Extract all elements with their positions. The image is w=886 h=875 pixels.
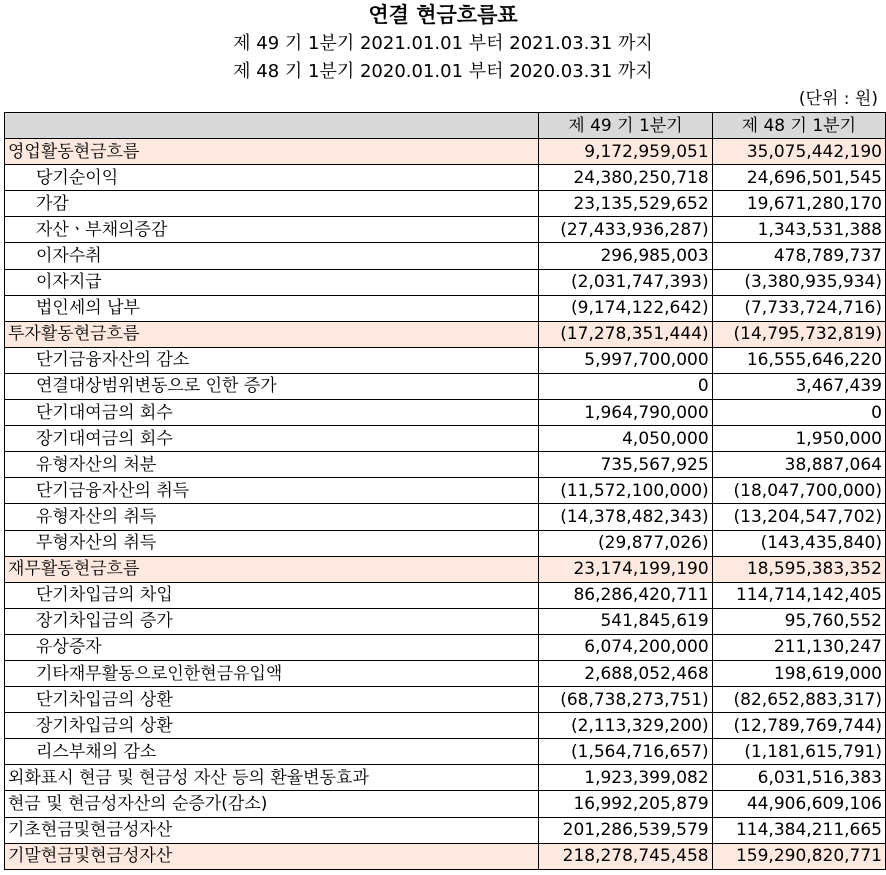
table-header-row bbox=[5, 113, 886, 139]
table-row bbox=[5, 321, 886, 347]
current-period-value: 296,985,003 bbox=[539, 243, 712, 269]
current-period-value: (14,378,482,343) bbox=[539, 504, 712, 530]
current-period-value: (1,564,716,657) bbox=[539, 739, 712, 765]
current-period-value: 86,286,420,711 bbox=[539, 582, 712, 608]
current-period-value: 23,174,199,190 bbox=[539, 556, 712, 582]
prior-period-value: (14,795,732,819) bbox=[712, 321, 885, 347]
row-label: 영업활동현금흐름 bbox=[5, 139, 539, 165]
table-row bbox=[5, 687, 886, 713]
row-label: 장기차입금의 상환 bbox=[5, 713, 539, 739]
current-period-value: 0 bbox=[539, 373, 712, 399]
current-period-value: 218,278,745,458 bbox=[539, 843, 712, 869]
table-row bbox=[5, 765, 886, 791]
prior-period-value: (13,204,547,702) bbox=[712, 504, 885, 530]
row-label: 현금 및 현금성자산의 순증가(감소) bbox=[5, 791, 539, 817]
prior-period-value: (3,380,935,934) bbox=[712, 269, 885, 295]
row-label: 이자수취 bbox=[5, 243, 539, 269]
row-label: 리스부채의 감소 bbox=[5, 739, 539, 765]
prior-period-value: (82,652,883,317) bbox=[712, 687, 885, 713]
prior-period-value: 1,950,000 bbox=[712, 426, 885, 452]
current-period-value: (2,113,329,200) bbox=[539, 713, 712, 739]
table-row bbox=[5, 295, 886, 321]
table-row bbox=[5, 347, 886, 373]
table-row bbox=[5, 373, 886, 399]
prior-period-value: 211,130,247 bbox=[712, 634, 885, 660]
current-period-value: 16,992,205,879 bbox=[539, 791, 712, 817]
table-row bbox=[5, 739, 886, 765]
row-label: 재무활동현금흐름 bbox=[5, 556, 539, 582]
statement-title: 연결 현금흐름표 bbox=[368, 3, 518, 27]
current-period-value: (27,433,936,287) bbox=[539, 217, 712, 243]
current-period-value: 735,567,925 bbox=[539, 452, 712, 478]
current-period-value: 541,845,619 bbox=[539, 608, 712, 634]
row-label: 유상증자 bbox=[5, 634, 539, 660]
row-label: 단기대여금의 회수 bbox=[5, 400, 539, 426]
table-row bbox=[5, 504, 886, 530]
table-row bbox=[5, 660, 886, 686]
prior-period-value: 95,760,552 bbox=[712, 608, 885, 634]
header-current-period: 제 49 기 1분기 bbox=[539, 113, 712, 139]
prior-period-value: 3,467,439 bbox=[712, 373, 885, 399]
row-label: 유형자산의 취득 bbox=[5, 504, 539, 530]
table-row bbox=[5, 426, 886, 452]
cash-flow-table bbox=[4, 112, 886, 870]
row-label: 이자지급 bbox=[5, 269, 539, 295]
table-row bbox=[5, 817, 886, 843]
header-prior-period: 제 48 기 1분기 bbox=[712, 113, 885, 139]
current-period-value: 4,050,000 bbox=[539, 426, 712, 452]
row-label: 단기차입금의 차입 bbox=[5, 582, 539, 608]
prior-period-value: 478,789,737 bbox=[712, 243, 885, 269]
table-row bbox=[5, 713, 886, 739]
table-row bbox=[5, 608, 886, 634]
prior-period-value: (7,733,724,716) bbox=[712, 295, 885, 321]
table-row bbox=[5, 530, 886, 556]
row-label: 연결대상범위변동으로 인한 증가 bbox=[5, 373, 539, 399]
row-label: 자산ㆍ부채의증감 bbox=[5, 217, 539, 243]
row-label: 외화표시 현금 및 현금성 자산 등의 환율변동효과 bbox=[5, 765, 539, 791]
table-row bbox=[5, 191, 886, 217]
prior-period-value: (12,789,769,744) bbox=[712, 713, 885, 739]
prior-period-value: 1,343,531,388 bbox=[712, 217, 885, 243]
prior-period-value: 44,906,609,106 bbox=[712, 791, 885, 817]
current-period-value: 5,997,700,000 bbox=[539, 347, 712, 373]
current-period-value: (2,031,747,393) bbox=[539, 269, 712, 295]
row-label: 당기순이익 bbox=[5, 165, 539, 191]
row-label: 법인세의 납부 bbox=[5, 295, 539, 321]
current-period-value: 1,964,790,000 bbox=[539, 400, 712, 426]
table-row bbox=[5, 139, 886, 165]
period-current: 제 49 기 1분기 2021.01.01 부터 2021.03.31 까지 bbox=[233, 33, 653, 54]
table-row bbox=[5, 556, 886, 582]
row-label: 가감 bbox=[5, 191, 539, 217]
current-period-value: (9,174,122,642) bbox=[539, 295, 712, 321]
prior-period-value: 198,619,000 bbox=[712, 660, 885, 686]
current-period-value: (11,572,100,000) bbox=[539, 478, 712, 504]
prior-period-value: (18,047,700,000) bbox=[712, 478, 885, 504]
current-period-value: 6,074,200,000 bbox=[539, 634, 712, 660]
row-label: 기말현금및현금성자산 bbox=[5, 843, 539, 869]
row-label: 단기차입금의 상환 bbox=[5, 687, 539, 713]
table-row bbox=[5, 269, 886, 295]
period-prior: 제 48 기 1분기 2020.01.01 부터 2020.03.31 까지 bbox=[233, 61, 653, 82]
prior-period-value: 6,031,516,383 bbox=[712, 765, 885, 791]
row-label: 단기금융자산의 취득 bbox=[5, 478, 539, 504]
row-label: 기타재무활동으로인한현금유입액 bbox=[5, 660, 539, 686]
current-period-value: 23,135,529,652 bbox=[539, 191, 712, 217]
table-row bbox=[5, 791, 886, 817]
row-label: 유형자산의 처분 bbox=[5, 452, 539, 478]
row-label: 투자활동현금흐름 bbox=[5, 321, 539, 347]
table-row bbox=[5, 634, 886, 660]
current-period-value: 2,688,052,468 bbox=[539, 660, 712, 686]
table-row bbox=[5, 843, 886, 869]
row-label: 단기금융자산의 감소 bbox=[5, 347, 539, 373]
table-row bbox=[5, 582, 886, 608]
current-period-value: (17,278,351,444) bbox=[539, 321, 712, 347]
table-row bbox=[5, 243, 886, 269]
table-row bbox=[5, 400, 886, 426]
prior-period-value: (143,435,840) bbox=[712, 530, 885, 556]
prior-period-value: 38,887,064 bbox=[712, 452, 885, 478]
prior-period-value: 159,290,820,771 bbox=[712, 843, 885, 869]
current-period-value: 9,172,959,051 bbox=[539, 139, 712, 165]
prior-period-value: 24,696,501,545 bbox=[712, 165, 885, 191]
table-row bbox=[5, 165, 886, 191]
table-row bbox=[5, 452, 886, 478]
prior-period-value: 35,075,442,190 bbox=[712, 139, 885, 165]
prior-period-value: 114,714,142,405 bbox=[712, 582, 885, 608]
current-period-value: 1,923,399,082 bbox=[539, 765, 712, 791]
prior-period-value: (1,181,615,791) bbox=[712, 739, 885, 765]
table-row bbox=[5, 217, 886, 243]
header-blank-cell bbox=[5, 113, 539, 139]
current-period-value: (68,738,273,751) bbox=[539, 687, 712, 713]
row-label: 장기차입금의 증가 bbox=[5, 608, 539, 634]
prior-period-value: 0 bbox=[712, 400, 885, 426]
unit-label: (단위 : 원) bbox=[798, 89, 878, 109]
current-period-value: 24,380,250,718 bbox=[539, 165, 712, 191]
current-period-value: (29,877,026) bbox=[539, 530, 712, 556]
row-label: 장기대여금의 회수 bbox=[5, 426, 539, 452]
prior-period-value: 19,671,280,170 bbox=[712, 191, 885, 217]
row-label: 무형자산의 취득 bbox=[5, 530, 539, 556]
prior-period-value: 18,595,383,352 bbox=[712, 556, 885, 582]
table-row bbox=[5, 478, 886, 504]
current-period-value: 201,286,539,579 bbox=[539, 817, 712, 843]
prior-period-value: 16,555,646,220 bbox=[712, 347, 885, 373]
row-label: 기초현금및현금성자산 bbox=[5, 817, 539, 843]
prior-period-value: 114,384,211,665 bbox=[712, 817, 885, 843]
